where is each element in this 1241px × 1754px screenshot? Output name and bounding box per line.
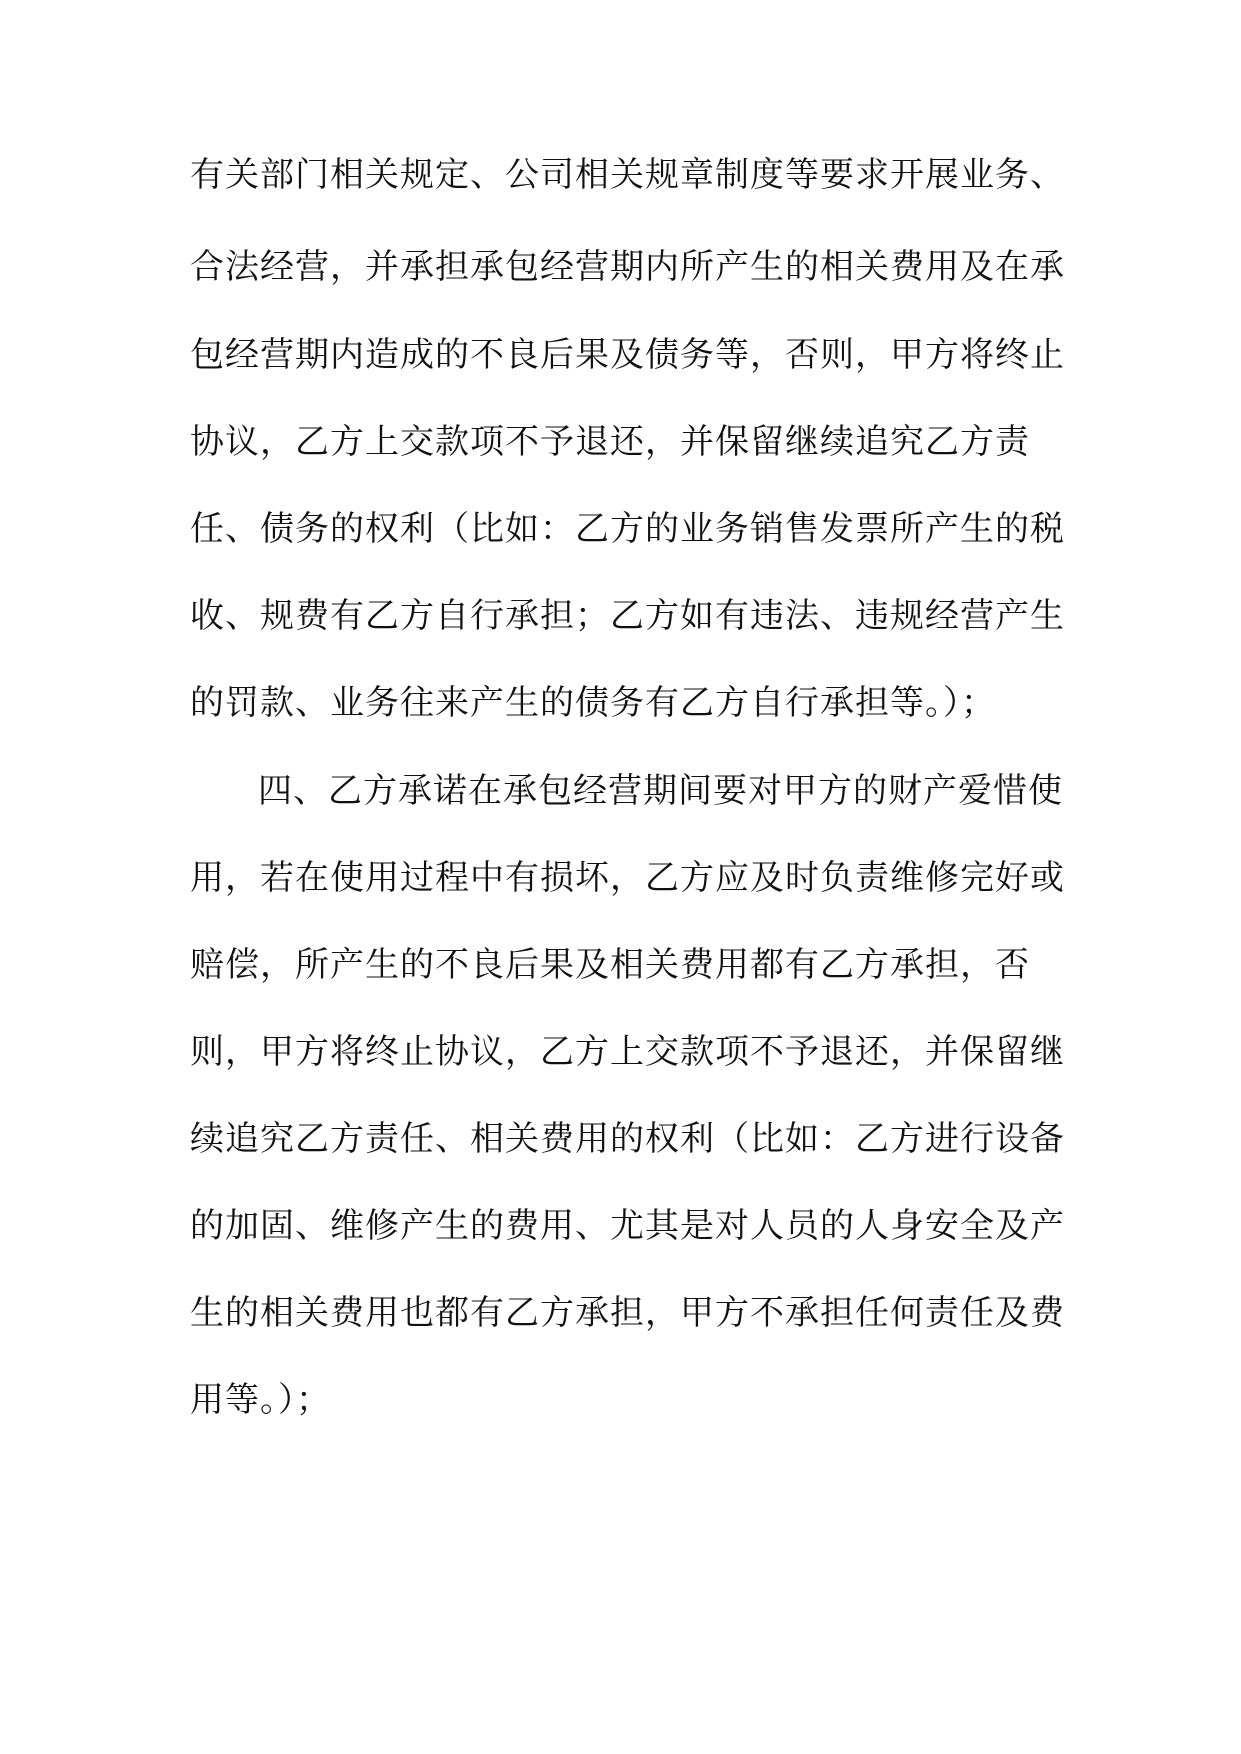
text-line: 有关部门相关规定、公司相关规章制度等要求开展业务、 [190, 155, 1065, 195]
text-line: 生的相关费用也都有乙方承担，甲方不承担任何责任及费 [190, 1293, 1065, 1333]
paragraph-start-line: 四、乙方承诺在承包经营期间要对甲方的财产爱惜使 [258, 771, 1063, 811]
text-line: 用，若在使用过程中有损坏，乙方应及时负责维修完好或 [190, 858, 1065, 898]
text-line: 的加固、维修产生的费用、尤其是对人员的人身安全及产 [190, 1206, 1065, 1246]
text-line: 则，甲方将终止协议，乙方上交款项不予退还，并保留继 [190, 1032, 1065, 1072]
text-line: 续追究乙方责任、相关费用的权利（比如：乙方进行设备 [190, 1119, 1065, 1159]
text-line: 赔偿，所产生的不良后果及相关费用都有乙方承担，否 [190, 945, 1030, 985]
text-line: 包经营期内造成的不良后果及债务等，否则，甲方将终止 [190, 335, 1065, 375]
text-line: 任、债务的权利（比如：乙方的业务销售发票所产生的税 [190, 509, 1065, 549]
text-line: 的罚款、业务往来产生的债务有乙方自行承担等。）； [190, 683, 996, 723]
text-line: 收、规费有乙方自行承担；乙方如有违法、违规经营产生 [190, 596, 1065, 636]
text-line: 用等。）； [190, 1380, 331, 1420]
text-line: 合法经营，并承担承包经营期内所产生的相关费用及在承 [190, 247, 1065, 287]
text-line: 协议，乙方上交款项不予退还，并保留继续追究乙方责 [190, 422, 1030, 462]
